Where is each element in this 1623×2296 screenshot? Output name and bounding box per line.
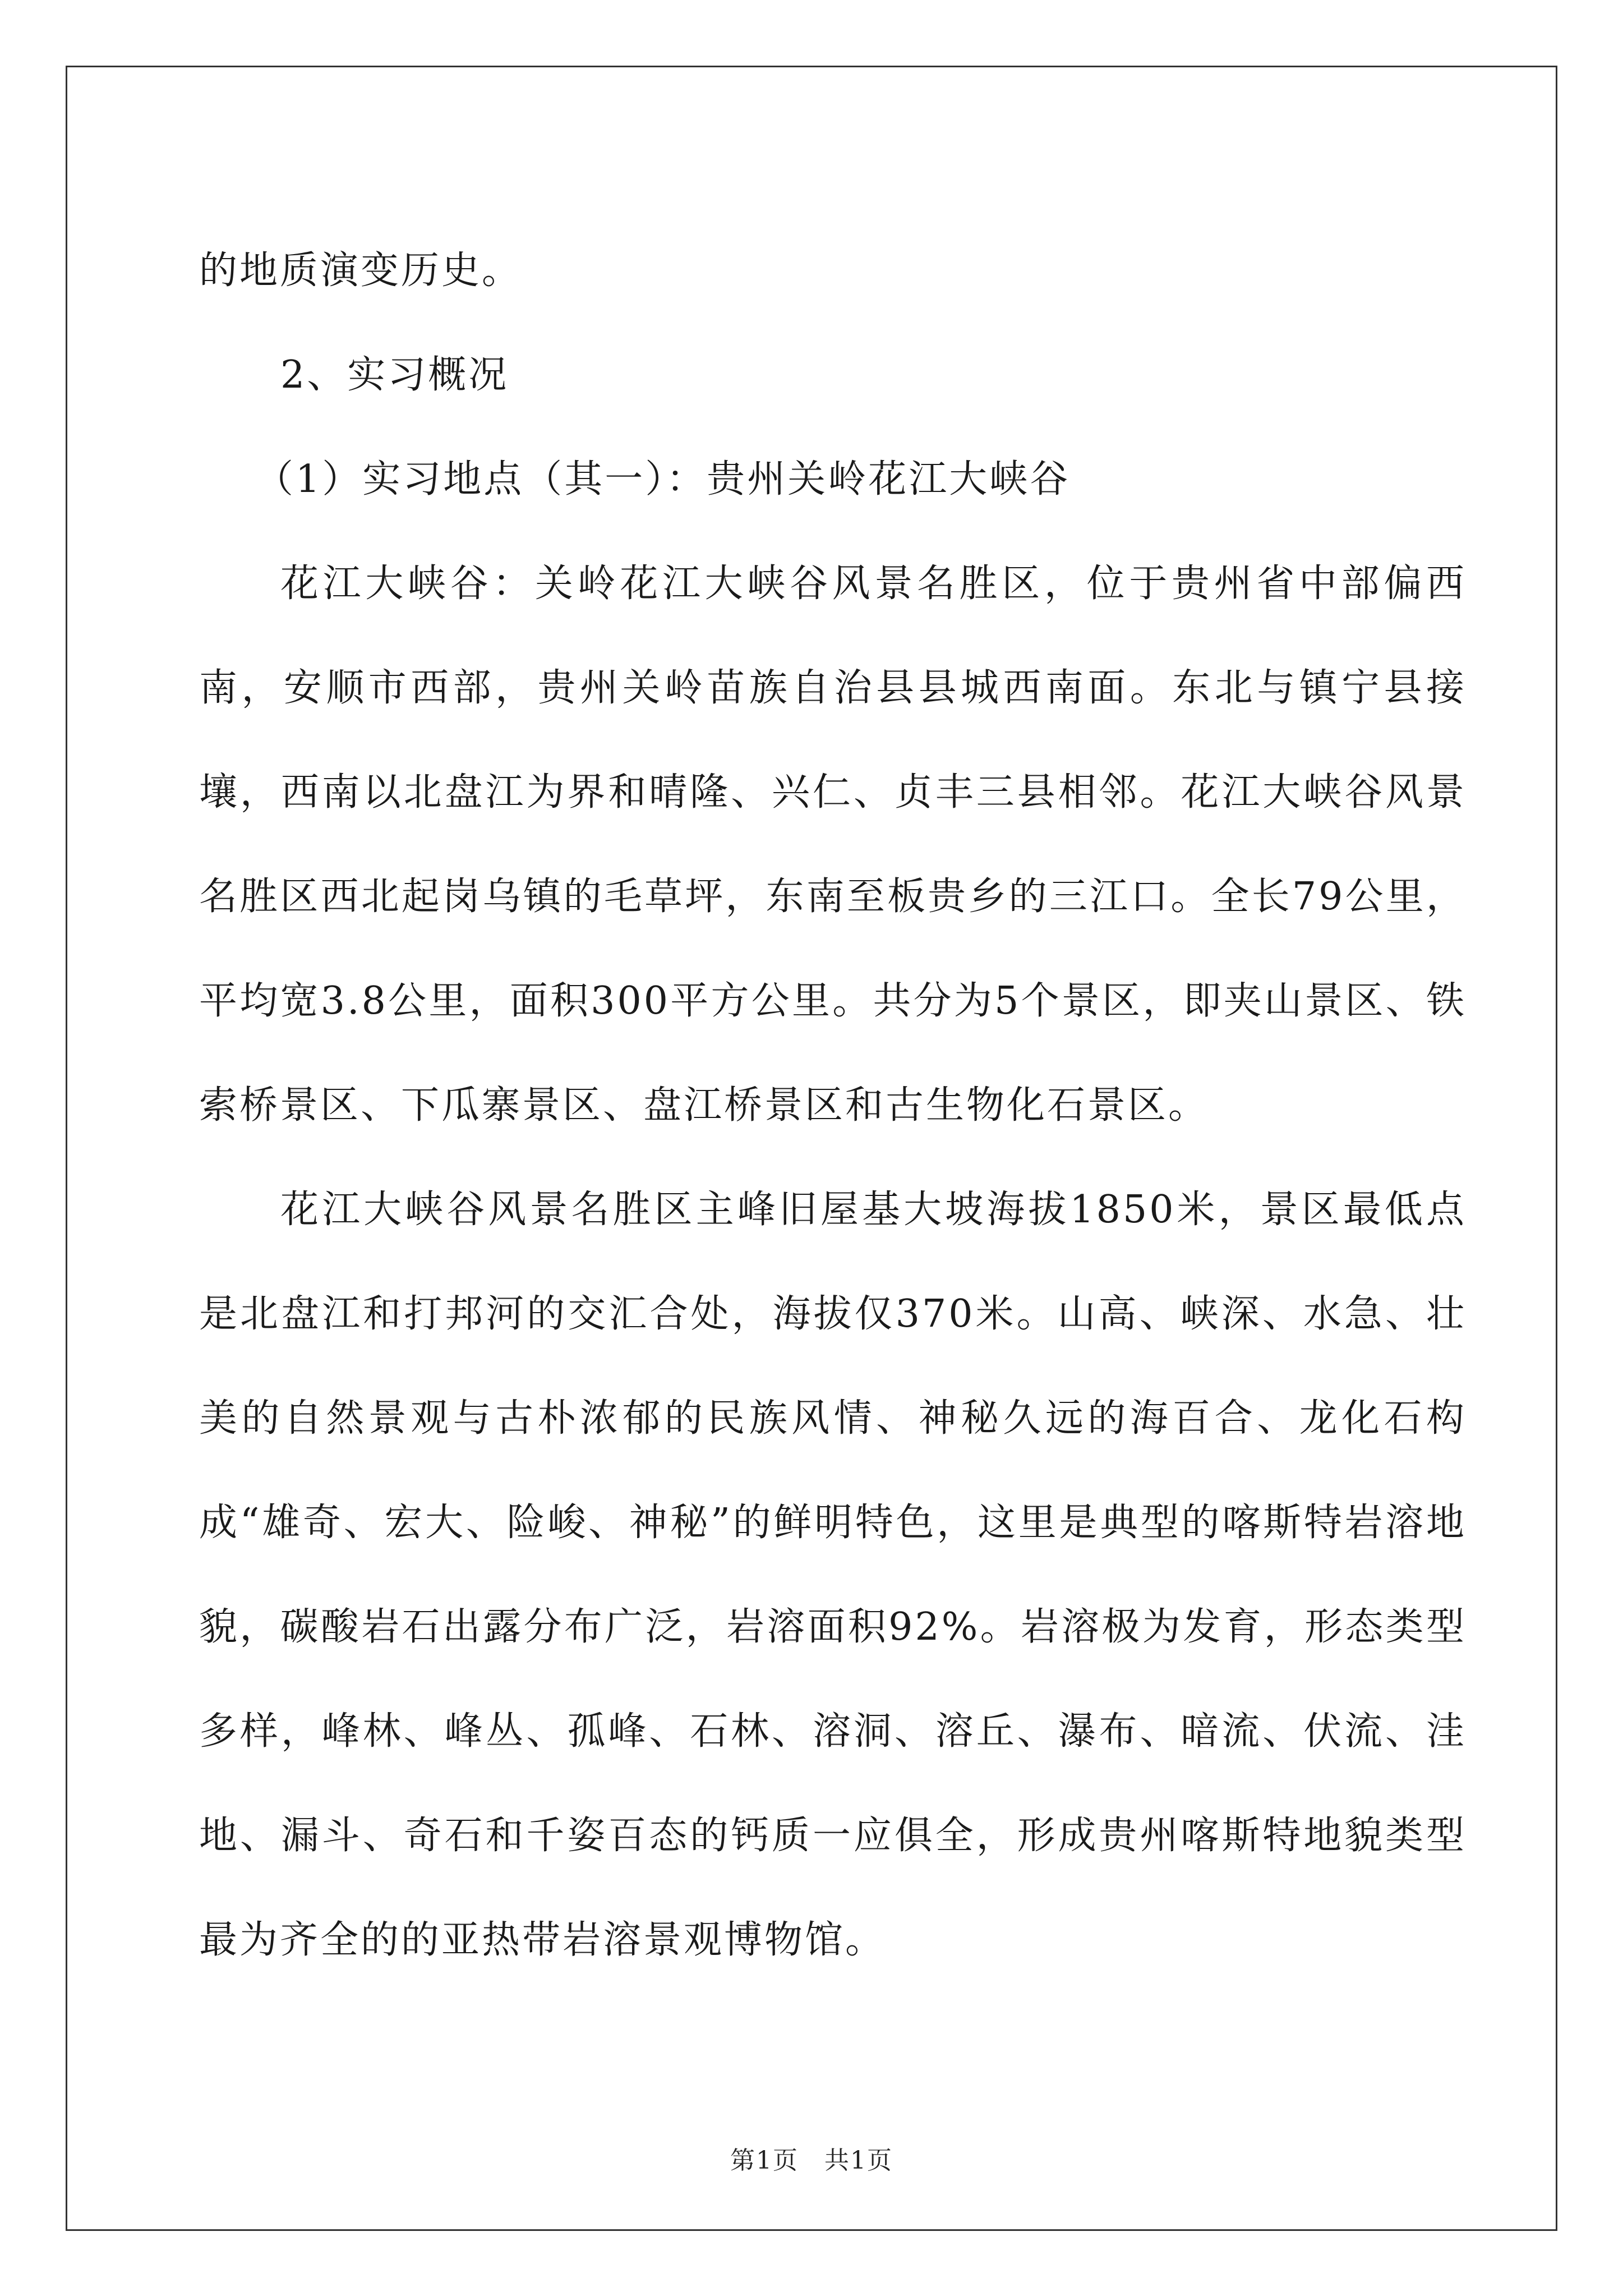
paragraph-location: 花江大峡谷：关岭花江大峡谷风景名胜区，位于贵州省中部偏西南，安顺市西部，贵州关岭苗族自治县县城西南面。东北与镇宁县接壤，西南以北盘江为界和晴隆、兴仁、贞丰三县相邻。花江大峡谷风景名胜区西北起岗乌镇的毛草坪，东南至板贵乡的三江口。全长79公里，平均宽3.8公里，面积300平方公里。共分为5个景区，即夹山景区、铁索桥景区、下瓜寨景区、盘江桥景区和古生物化石景区。: [199, 562, 1467, 1128]
subsection-heading: （1）实习地点（其一）：贵州关岭花江大峡谷: [255, 457, 1071, 501]
page-number: 第1页: [730, 2146, 799, 2175]
page-total: 共1页: [824, 2146, 893, 2175]
page-footer: [0, 2140, 1623, 2176]
document-body: [199, 219, 1467, 1993]
paragraph-landscape: 花江大峡谷风景名胜区主峰旧屋基大坡海拔1850米，景区最低点是北盘江和打邦河的交汇合处，海拔仅370米。山高、峡深、水急、壮美的自然景观与古朴浓郁的民族风情、神秘久远的海百合、龙化石构成“雄奇、宏大、险峻、神秘”的鲜明特色，这里是典型的喀斯特岩溶地貌，碳酸岩石出露分布广泛，岩溶面积92%。岩溶极为发育，形态类型多样，峰林、峰丛、孤峰、石林、溶洞、溶丘、瀑布、暗流、伏流、洼地、漏斗、奇石和千姿百态的钙质一应俱全，形成贵州喀斯特地貌类型最为齐全的的亚热带岩溶景观博物馆。: [199, 1188, 1467, 1962]
section-heading: 2、实习概况: [280, 353, 509, 397]
paragraph-continuation: 的地质演变历史。: [199, 249, 523, 293]
